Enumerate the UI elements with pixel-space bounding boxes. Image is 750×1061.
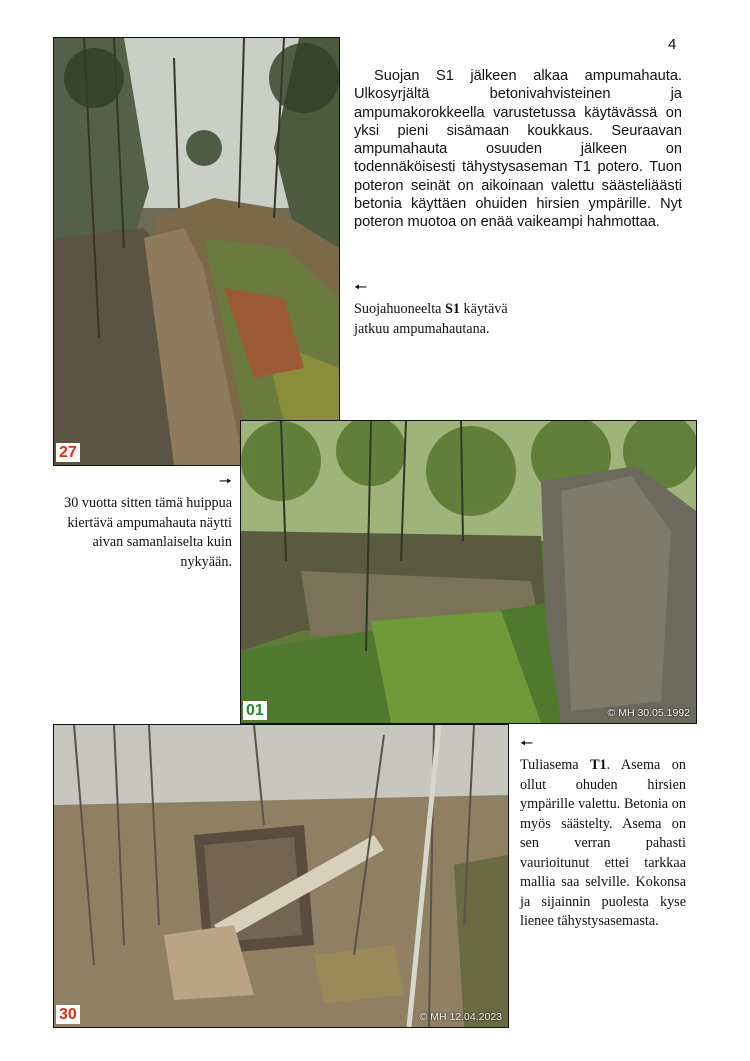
caption-photo-27 <box>354 278 544 339</box>
photo-27-number: 27 <box>56 443 80 462</box>
photo-30-observation-post <box>53 724 509 1028</box>
photo-27-trench <box>53 37 340 466</box>
page-number: 4 <box>668 36 677 53</box>
photo-01-number: 01 <box>243 701 267 720</box>
arrow-left-icon: 🠔 <box>354 278 368 296</box>
caption-27-text-end: käytävä jatkuu ampumahautana. <box>354 301 508 337</box>
photo-01-trench-boulder <box>240 420 697 724</box>
boulder-photo-illustration <box>241 421 696 723</box>
caption-photo-01 <box>56 472 232 572</box>
photo-01-credit: © MH 30.05.1992 <box>607 707 690 719</box>
arrow-left-icon: 🠔 <box>520 734 534 752</box>
arrow-right-icon: 🠖 <box>218 472 232 490</box>
post-photo-illustration <box>54 725 508 1027</box>
caption-30-text-start: Tuliasema <box>520 757 591 773</box>
photo-30-number: 30 <box>56 1005 80 1024</box>
caption-30-text-end: . Asema on ollut ohuden hirsien ympärille valettu. Betonia on myös säästelty. Asema on sen verran pahasti vaurioitunut ettei tarkkaa mallia saa selville. Kokonsa ja sijainnin puolesta kyse lienee tähystysasemasta. <box>520 757 686 929</box>
intro-paragraph: Suojan S1 jälkeen alkaa ampumahauta. Ulkosyrjältä betonivahvisteinen ja ampumakorokkeella varustetussa käytävässä on yksi pieni sisämaan koukkaus. Seuraavan ampumahauta osuuden jälkeen on todennäköisesti tähystysaseman T1 potero. Tuon poteron seinät on aikoinaan valettu säästeliäästi betonia käyttäen ohuiden hirsien ympärille. Nyt poteron muotoa on enää vaikeampi hahmottaa. <box>354 68 682 231</box>
caption-01-text: 30 vuotta sitten tämä huippua kiertävä ampumahauta näytti aivan samanlaiselta kuin nykyään. <box>64 495 232 570</box>
photo-30-credit: © MH 12.04.2023 <box>419 1011 502 1023</box>
caption-30-bold: T1 <box>590 757 607 773</box>
trench-photo-illustration <box>54 38 339 465</box>
caption-photo-30 <box>520 734 686 932</box>
caption-27-bold: S1 <box>445 301 460 317</box>
caption-27-text-start: Suojahuoneelta <box>354 301 446 317</box>
